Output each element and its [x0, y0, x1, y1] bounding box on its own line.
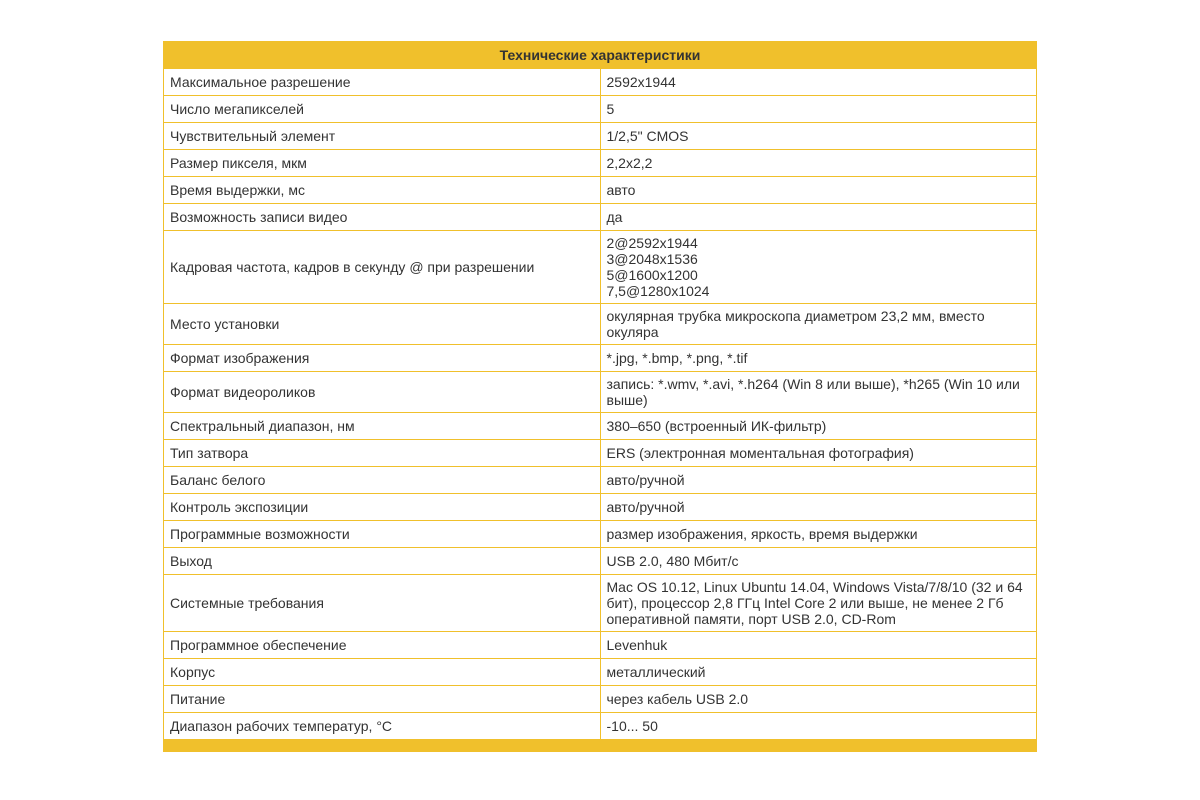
- table-row: [164, 659, 1037, 686]
- param-value-line: 3@2048x1536: [606, 251, 698, 267]
- param-value-cell: [600, 494, 1037, 521]
- param-value-line: 2@2592x1944: [606, 235, 698, 251]
- table-row: [164, 177, 1037, 204]
- param-name-cell: Диапазон рабочих температур, °C: [164, 713, 601, 740]
- param-name-cell: Программное обеспечение: [164, 632, 601, 659]
- table-row: [164, 150, 1037, 177]
- param-value-line: 380–650 (встроенный ИК-фильтр): [606, 418, 827, 434]
- table-row: [164, 123, 1037, 150]
- spec-table: [163, 41, 1037, 740]
- param-value-cell: [600, 304, 1037, 345]
- param-value-line: USB 2.0, 480 Мбит/с: [606, 553, 739, 569]
- param-value-line: авто: [606, 182, 636, 198]
- param-name-cell: Размер пикселя, мкм: [164, 150, 601, 177]
- param-name-cell: Максимальное разрешение: [164, 69, 601, 96]
- param-name-cell: Место установки: [164, 304, 601, 345]
- param-value-line: 5@1600x1200: [606, 267, 698, 283]
- param-value-cell: [600, 467, 1037, 494]
- param-name-cell: Время выдержки, мс: [164, 177, 601, 204]
- param-value-line: Levenhuk: [606, 637, 668, 653]
- param-value-cell: [600, 123, 1037, 150]
- param-name-cell: Системные требования: [164, 575, 601, 632]
- spec-table-header-row: [164, 42, 1037, 69]
- param-value-line: окулярная трубка микроскопа диаметром 23,2 мм, вместо окуляра: [606, 308, 985, 340]
- param-value-cell: [600, 69, 1037, 96]
- param-value-line: -10... 50: [606, 718, 658, 734]
- param-name-cell: Чувствительный элемент: [164, 123, 601, 150]
- param-value-line: 2,2x2,2: [606, 155, 653, 171]
- table-row: [164, 231, 1037, 304]
- param-value-line: размер изображения, яркость, время выдержки: [606, 526, 918, 542]
- param-value-cell: [600, 521, 1037, 548]
- param-value-cell: [600, 440, 1037, 467]
- param-value-cell: [600, 204, 1037, 231]
- param-name-cell: Тип затвора: [164, 440, 601, 467]
- table-row: [164, 440, 1037, 467]
- param-value-cell: [600, 177, 1037, 204]
- param-value-line: 5: [606, 101, 615, 117]
- table-row: [164, 713, 1037, 740]
- param-name-cell: Возможность записи видео: [164, 204, 601, 231]
- param-name-cell: Питание: [164, 686, 601, 713]
- table-row: [164, 632, 1037, 659]
- param-name-cell: Баланс белого: [164, 467, 601, 494]
- param-value-cell: [600, 713, 1037, 740]
- table-row: [164, 494, 1037, 521]
- table-row: [164, 372, 1037, 413]
- spec-table-body: [164, 69, 1037, 740]
- table-row: [164, 345, 1037, 372]
- param-name-cell: Число мегапикселей: [164, 96, 601, 123]
- param-value-line: авто/ручной: [606, 472, 685, 488]
- param-value-line: 1/2,5" CMOS: [606, 128, 689, 144]
- param-value-cell: [600, 345, 1037, 372]
- param-value-cell: [600, 548, 1037, 575]
- param-value-line: ERS (электронная моментальная фотография): [606, 445, 914, 461]
- param-name-cell: Выход: [164, 548, 601, 575]
- table-row: [164, 304, 1037, 345]
- spec-table-footer-bar: [163, 740, 1037, 752]
- spec-table-container: [163, 41, 1037, 752]
- param-value-cell: [600, 686, 1037, 713]
- table-row: [164, 96, 1037, 123]
- param-value-cell: [600, 372, 1037, 413]
- param-value-cell: [600, 632, 1037, 659]
- param-value-cell: [600, 231, 1037, 304]
- param-value-cell: [600, 150, 1037, 177]
- param-name-cell: Корпус: [164, 659, 601, 686]
- param-name-cell: Программные возможности: [164, 521, 601, 548]
- table-row: [164, 69, 1037, 96]
- param-value-line: металлический: [606, 664, 706, 680]
- table-row: [164, 467, 1037, 494]
- table-row: [164, 575, 1037, 632]
- spec-table-title: Технические характеристики: [164, 42, 1037, 69]
- table-row: [164, 521, 1037, 548]
- param-value-cell: [600, 575, 1037, 632]
- table-row: [164, 686, 1037, 713]
- param-value-line: запись: *.wmv, *.avi, *.h264 (Win 8 или выше), *h265 (Win 10 или выше): [606, 376, 1020, 408]
- param-value-line: да: [606, 209, 623, 225]
- param-value-line: *.jpg, *.bmp, *.png, *.tif: [606, 350, 748, 366]
- param-value-cell: [600, 659, 1037, 686]
- table-row: [164, 548, 1037, 575]
- param-name-cell: Кадровая частота, кадров в секунду @ при разрешении: [164, 231, 601, 304]
- param-value-line: через кабель USB 2.0: [606, 691, 749, 707]
- param-name-cell: Формат видеороликов: [164, 372, 601, 413]
- param-name-cell: Спектральный диапазон, нм: [164, 413, 601, 440]
- param-value-line: Mac OS 10.12, Linux Ubuntu 14.04, Windows Vista/7/8/10 (32 и 64 бит), процессор 2,8 ГГц Intel Core 2 или выше, не менее 2 Гб оперативной памяти, порт USB 2.0, CD-Rom: [606, 579, 1023, 627]
- param-value-cell: [600, 96, 1037, 123]
- table-row: [164, 204, 1037, 231]
- param-value-cell: [600, 413, 1037, 440]
- param-name-cell: Контроль экспозиции: [164, 494, 601, 521]
- table-row: [164, 413, 1037, 440]
- param-value-line: 7,5@1280x1024: [606, 283, 710, 299]
- param-value-line: 2592x1944: [606, 74, 676, 90]
- param-value-line: авто/ручной: [606, 499, 685, 515]
- param-name-cell: Формат изображения: [164, 345, 601, 372]
